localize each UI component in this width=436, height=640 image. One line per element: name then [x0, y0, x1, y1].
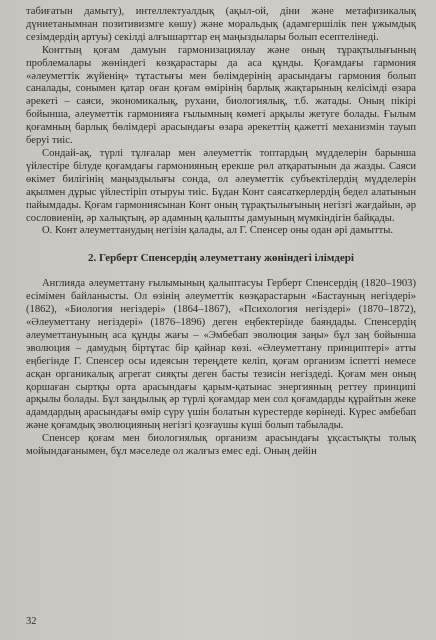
page-number: 32 [26, 616, 37, 627]
paragraph-continued: табиғатын дамыту), интеллектуалдық (ақыл-ой, діни және метафизикалық дүниетанымнан позитивизмге көшу) және моральдық (адамгершілік пен ұжымдық сезімдердің артуы) секілді алғышарттар ең маңыздылары болып есептелінеді. [26, 6, 416, 43]
paragraph-interests: Сондай-ақ, түрлі тұлғалар мен әлеуметтік топтардың мүдделерін барынша үйлестіре білуде қоғамдағы гармонияның ерекше рөл атқаратынын да жазды. Саяси өкімет билігінің маңыздылығы сонда, ол әлеуметтік субъектілердің мүдделерін ақылмен дұрыс үйлестіріп отыруы тиіс. Бұдан Конт саясаткерлердің бедел алатынын пайымдады. Қоғам гармониясынан Конт оның тұрақтылығының негізгі жағдайын, әр сословиенің, әр халықтың, әр адамның қалыпты дамуының мүмкіндігін байқады. [26, 147, 416, 224]
paragraph-transition: О. Конт әлеуметтанудың негізін қалады, ал Г. Спенсер оны одан әрі дамытты. [42, 225, 393, 237]
paragraph-spencer-intro: Англияда әлеуметтану ғылымының қалыптасуы Герберт Спенсердің (1820–1903) есімімен байланысты. Ол өзінің әлеуметтік көзқарастарын «Бастауның негіздері» (1862), «Биология негіздері» (1864–1867), «Психология негіздері» (1870–1872), «Әлеуметтану негіздері» (1876–1896) деген еңбектерінде баяндады. Спенсердің әлеуметтануының аса құнды жағы – «Эмбебап эволюция заңы» бұл заң бойынша эволюция – дамудың біртұтас бір қайнар көзі. «Әлеуметтану принциптері» атты еңбегінде Г. Спенсер осы идеясын тереңдете келіп, қоғам организм іспетті немесе асқан органикалық агрегат сияқты деген басты тезисін негіздеді. Қоғам мен оның қоршаған сыртқы орта арасындағы қарым-қатынас энергияның реттеу принципі арқылы болады. Бұл заңдылық әр түрлі қоғамдар мен сол қоғамдарды құрайтын жеке адамдардың арасындағы өмір сүру үшін болатын күрестерде көрінеді. Күрес әмбебап және қоғамдық эволюцияның негізгі қозғаушы күші болып табылады. [26, 278, 416, 432]
paragraph-harmony: Конттың қоғам дамуын гармонизациялау және оның тұрақтылығының проблемалары жөніндегі көзқарастары да аса құнды. Қоғамдағы гармония «әлеуметтік жүйенің» тұтастығы мен бөлімдерінің арасындағы гармония болып саналады, сонымен қатар оған қоғам өмірінің барлық жақтарының келісімді өзара әрекеті – саяси, экономикалық, рухани, биологиялық, т.б. жатады. Оның пікірі бойынша, әлеуметтік гармонияға ғылымның көмегі арқылы жетуге болады. Ғылым қоғамның барлық бөлімдері арасындағы өзара әрекеттің қажетті механизмін тауып беруі тиіс. [26, 44, 416, 147]
section-heading: 2. Герберт Спенсердің әлеуметтану жөніндегі ілімдері [88, 252, 354, 265]
paragraph-spencer-organism: Спенсер қоғам мен биологиялық организм арасындағы ұқсастықты толық мойындағанымен, бұл мәселеде ол жалғыз емес еді. Оның дейін [26, 433, 416, 458]
